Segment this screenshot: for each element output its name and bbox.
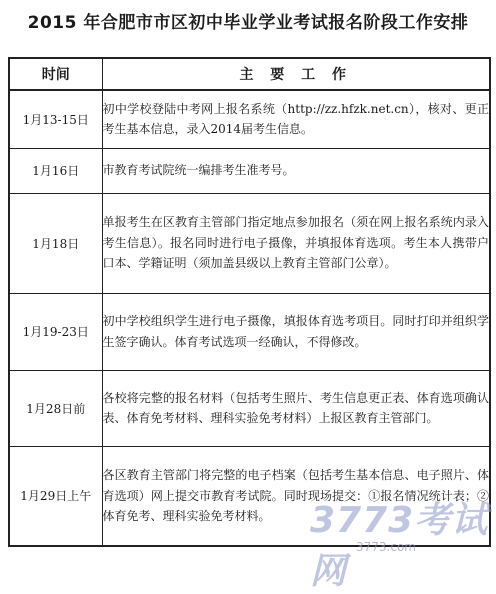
schedule-table [8, 57, 491, 547]
table-row [9, 370, 490, 446]
row-time: 1月13-15日 [9, 90, 102, 148]
table-row [9, 90, 490, 148]
row-work: 市教育考试院统一编排考生准考号。 [102, 148, 490, 193]
table-row [9, 293, 490, 370]
page-title: 2015 年合肥市市区初中毕业学业考试报名阶段工作安排 [27, 13, 469, 33]
watermark-logo: 3773考试网 [310, 500, 489, 592]
row-work: 初中学校组织学生进行电子摄像，填报体育选考项目。同时打印并组织学生签字确认。体育考试选项一经确认，不得修改。 [102, 293, 490, 370]
table-row [9, 193, 490, 293]
row-work: 单报考生在区教育主管部门指定地点参加报名（须在网上报名系统内录入考生信息）。报名同时进行电子摄像，并填报体育选项。考生本人携带户口本、学籍证明（须加盖县级以上教育主管部门公章）。 [102, 193, 490, 293]
header-time: 时间 [9, 58, 102, 90]
table-row [9, 148, 490, 193]
row-time: 1月19-23日 [9, 293, 102, 370]
row-work: 初中学校登陆中考网上报名系统（http://zz.hfzk.net.cn），核对、更正考生基本信息，录入2014届考生信息。 [102, 90, 490, 148]
header-work: 主 要 工 作 [102, 58, 490, 90]
row-time: 1月28日前 [9, 370, 102, 446]
table-header-row [9, 58, 490, 90]
watermark-url: 3773.com [356, 540, 416, 554]
table-row [9, 446, 490, 546]
row-time: 1月18日 [9, 193, 102, 293]
row-time: 1月29日上午 [9, 446, 102, 546]
row-work: 各区教育主管部门将完整的电子档案（包括考生基本信息、电子照片、体育选项）网上提交市教育考试院。同时现场提交：①报名情况统计表；②体育免考、理科实验免考材料。 [102, 446, 490, 546]
row-time: 1月16日 [9, 148, 102, 193]
row-work: 各校将完整的报名材料（包括考生照片、考生信息更正表、体育选项确认表、体育免考材料、理科实验免考材料）上报区教育主管部门。 [102, 370, 490, 446]
